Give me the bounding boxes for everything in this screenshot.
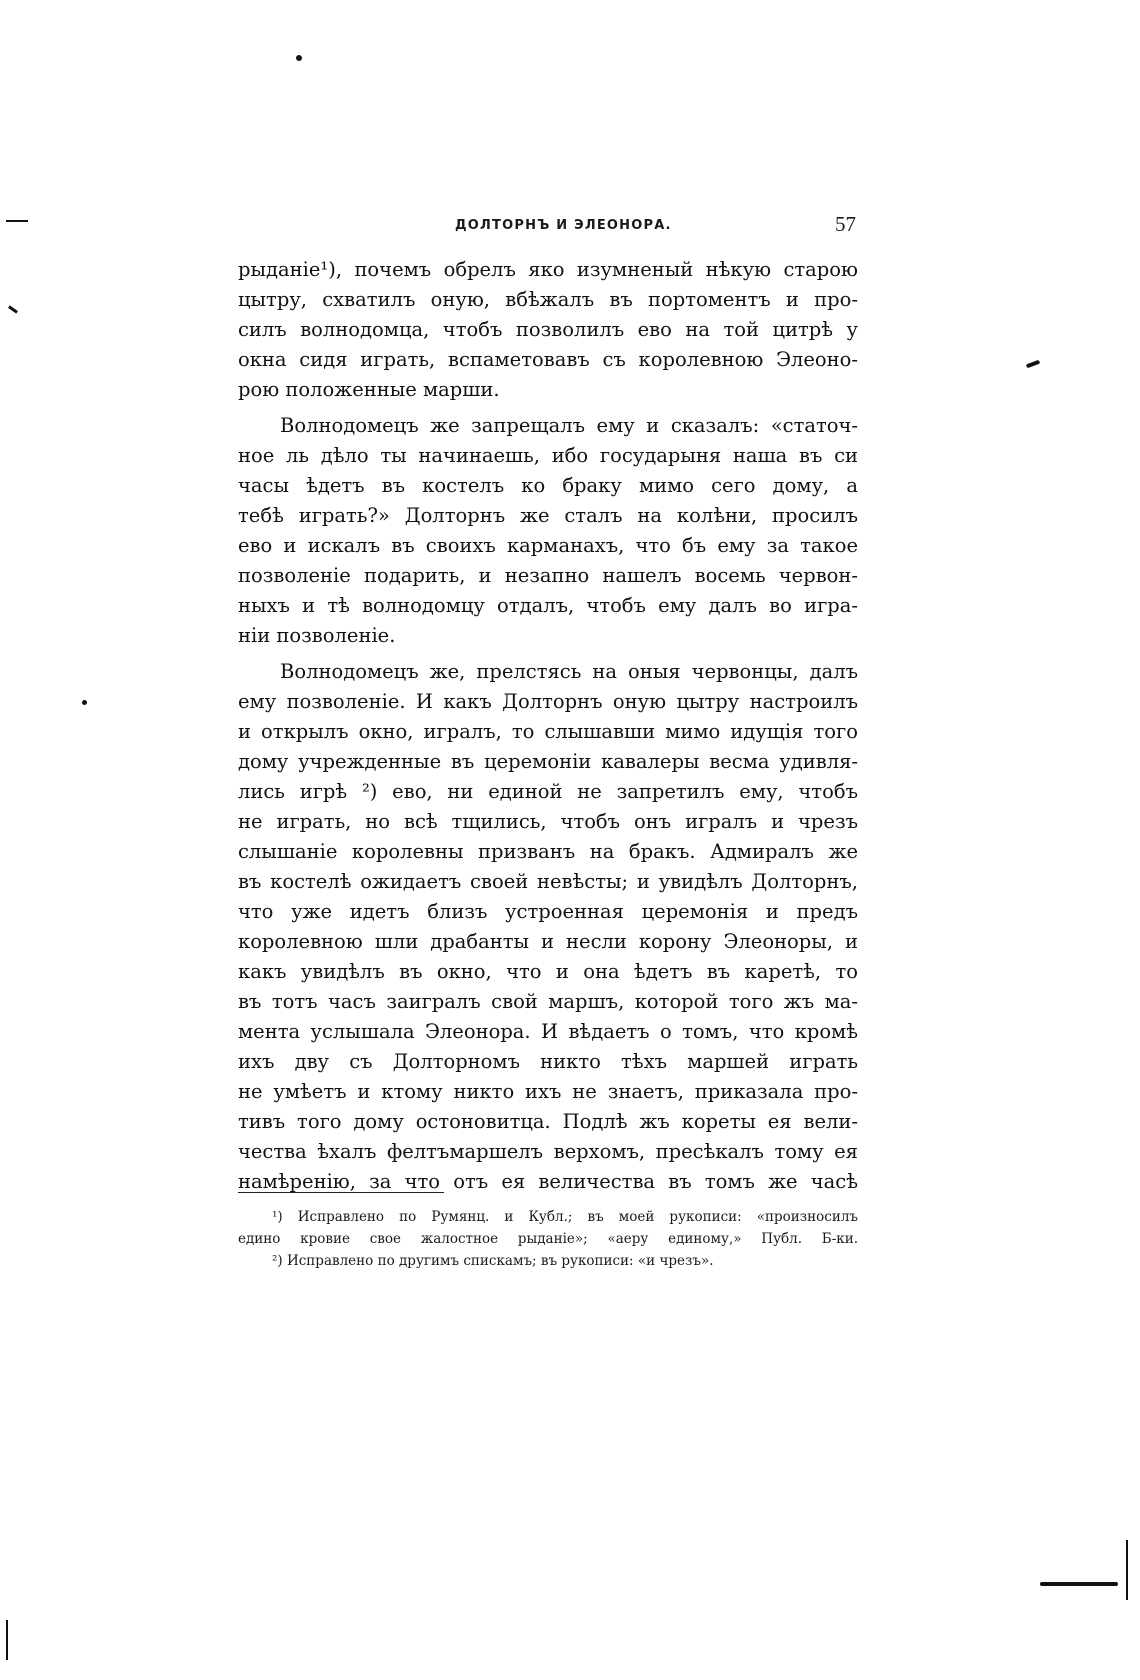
text-line: рою положенные марши. [238, 378, 500, 401]
text-line: ему позволеніе. И какъ Долторнъ оную цытру настроилъ [238, 690, 858, 713]
text-line: тивъ того дому остоновитца. Подлѣ жъ кореты ея вели- [238, 1110, 858, 1133]
page-header [238, 214, 858, 244]
footnote-line: ²) Исправлено по другимъ спискамъ; въ рукописи: «и чрезъ». [272, 1253, 714, 1269]
text-line: королевною шли драбанты и несли корону Элеоноры, и [238, 930, 858, 953]
text-line: лись игрѣ ²) ево, ни единой не запретилъ ему, чтобъ [238, 780, 858, 803]
footnotes [238, 1206, 858, 1272]
scan-speck [1126, 1540, 1128, 1600]
text-line: что уже идетъ близъ устроенная церемонія и предъ [238, 900, 858, 923]
text-line: Волнодомецъ же, прелстясь на оныя червонцы, далъ [280, 660, 858, 683]
text-line: силъ волнодомца, чтобъ позволилъ ево на той цитрѣ у [238, 318, 858, 341]
text-line: тебѣ играть?» Долторнъ же сталъ на колѣни, просилъ [238, 504, 858, 527]
page-number: 57 [835, 212, 856, 236]
text-line: въ тотъ часъ заигралъ свой маршъ, которой того жъ ма- [238, 990, 858, 1013]
text-line: чества ѣхалъ фелтъмаршелъ верхомъ, пресѣкалъ тому ея [238, 1140, 858, 1163]
scan-speck [296, 55, 302, 61]
scan-speck [8, 305, 18, 313]
running-title: ДОЛТОРНЪ И ЭЛЕОНОРА. [455, 218, 672, 233]
text-line: ное ль дѣло ты начинаешь, ибо государыня наша въ си [238, 444, 858, 467]
scan-speck [1040, 1582, 1118, 1586]
text-line: Волнодомецъ же запрещалъ ему и сказалъ: «статоч- [280, 414, 858, 437]
scan-speck [6, 220, 28, 222]
footnote [238, 1206, 858, 1250]
text-line: ніи позволеніе. [238, 624, 396, 647]
text-line: часы ѣдетъ въ костелъ ко браку мимо сего дому, а [238, 474, 858, 497]
text-line: ево и искалъ въ своихъ карманахъ, что бъ ему за такое [238, 534, 858, 557]
text-line: слышаніе королевны призванъ на бракъ. Адмиралъ же [238, 840, 858, 863]
main-text [238, 255, 858, 1197]
footnote [238, 1250, 858, 1272]
text-line: дому учрежденные въ церемоніи кавалеры весма удивля- [238, 750, 858, 773]
text-line: намѣренію, за что отъ ея величества въ томъ же часѣ [238, 1170, 858, 1193]
paragraph [238, 411, 858, 651]
footnote-divider [238, 1192, 444, 1193]
paragraph [238, 255, 858, 405]
scan-speck [82, 700, 87, 705]
scan-speck [6, 1620, 8, 1660]
scan-speck [1026, 360, 1041, 369]
paragraph [238, 657, 858, 1197]
text-line: ихъ дву съ Долторномъ никто тѣхъ маршей играть [238, 1050, 858, 1073]
footnote-line: едино кровие свое жалостное рыданіе»; «аеру единому,» Публ. Б-ки. [238, 1231, 858, 1247]
text-line: и открылъ окно, игралъ, то слышавши мимо идущія того [238, 720, 858, 743]
text-line: ныхъ и тѣ волнодомцу отдалъ, чтобъ ему далъ во игра- [238, 594, 858, 617]
footnote-line: ¹) Исправлено по Румянц. и Кубл.; въ моей рукописи: «произносилъ [272, 1209, 858, 1225]
text-line: позволеніе подарить, и незапно нашелъ восемь червон- [238, 564, 858, 587]
text-line: окна сидя играть, вспаметовавъ съ королевною Элеоно- [238, 348, 858, 371]
text-line: въ костелѣ ожидаетъ своей невѣсты; и увидѣлъ Долторнъ, [238, 870, 858, 893]
text-line: рыданіе¹), почемъ обрелъ яко изумненый нѣкую старою [238, 258, 858, 281]
text-line: какъ увидѣлъ въ окно, что и она ѣдетъ въ каретѣ, то [238, 960, 858, 983]
text-line: не умѣетъ и ктому никто ихъ не знаетъ, приказала про- [238, 1080, 858, 1103]
text-line: мента услышала Элеонора. И вѣдаетъ о томъ, что кромѣ [238, 1020, 858, 1043]
text-line: цытру, схватилъ оную, вбѣжалъ въ портоментъ и про- [238, 288, 858, 311]
text-line: не играть, но всѣ тщились, чтобъ онъ игралъ и чрезъ [238, 810, 858, 833]
